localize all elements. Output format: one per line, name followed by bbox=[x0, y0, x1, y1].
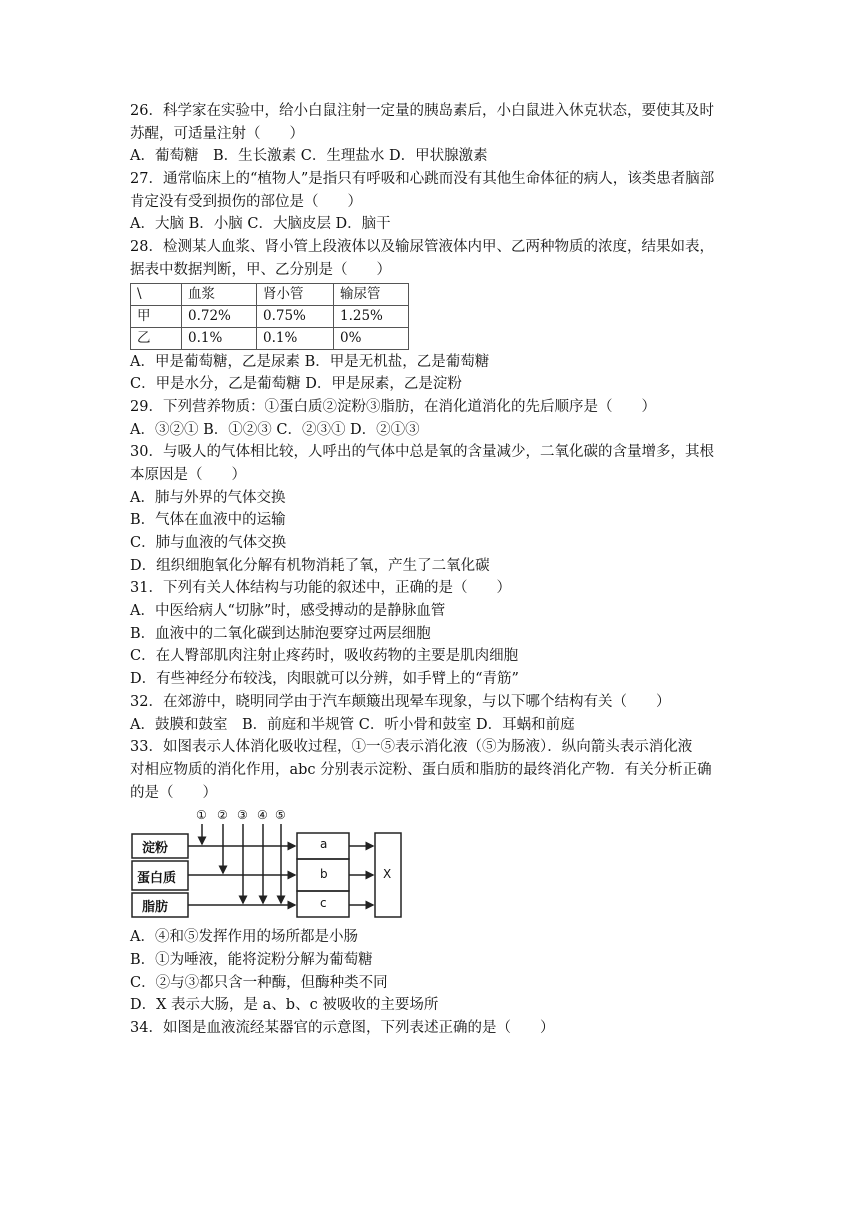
questions-28-33 bbox=[130, 351, 740, 805]
text-line: B．①为唾液，能将淀粉分解为葡萄糖 bbox=[130, 951, 373, 968]
text-line: C．②与③都只含一种酶，但酶种类不同 bbox=[130, 974, 388, 991]
table-cell: 0.72% bbox=[182, 305, 257, 327]
text-line: D．X 表示大肠，是 a、b、c 被吸收的主要场所 bbox=[130, 997, 439, 1014]
text-line: B．血液中的二氧化碳到达肺泡要穿过两层细胞 bbox=[130, 625, 431, 642]
substance-fat: 脂肪 bbox=[142, 900, 169, 916]
organ-x: X bbox=[383, 867, 392, 882]
text-line: A．③②① B．①②③ C．②③① D．②①③ bbox=[130, 421, 420, 438]
text-line: A．大脑 B．小脑 C．大脑皮层 D．脑干 bbox=[130, 216, 391, 233]
table-cell: 0.1% bbox=[257, 327, 334, 349]
text-line: 29．下列营养物质：①蛋白质②淀粉③脂肪，在消化道消化的先后顺序是（ ） bbox=[130, 398, 656, 415]
product-b: b bbox=[320, 867, 328, 882]
text-line: 28．检测某人血浆、肾小管上段液体以及输尿管液体内甲、乙两种物质的浓度，结果如表， bbox=[130, 239, 714, 256]
text-line: A．肺与外界的气体交换 bbox=[130, 489, 286, 506]
text-line: 31．下列有关人体结构与功能的叙述中，正确的是（ ） bbox=[130, 580, 511, 597]
text-line: 34．如图是血液流经某器官的示意图，下列表述正确的是（ ） bbox=[130, 1020, 555, 1036]
table-cell: 0% bbox=[334, 327, 409, 349]
concentration-table bbox=[130, 283, 409, 350]
text-line: C．甲是水分，乙是葡萄糖 D．甲是尿素，乙是淀粉 bbox=[130, 376, 462, 393]
text-line: C．在人臀部肌肉注射止疼药时，吸收药物的主要是肌肉细胞 bbox=[130, 648, 519, 665]
text-line: A．鼓膜和鼓室 B．前庭和半规管 C．听小骨和鼓室 D．耳蜗和前庭 bbox=[130, 716, 575, 733]
table-cell: 乙 bbox=[131, 327, 182, 349]
substance-starch: 淀粉 bbox=[142, 841, 169, 857]
text-line: C．肺与血液的气体交换 bbox=[130, 535, 287, 551]
text-line: 33．如图表示人体消化吸收过程，①一⑤表示消化液（⑤为肠液）．纵向箭头表示消化液 bbox=[130, 739, 693, 756]
digestive-juice-2: ② bbox=[217, 808, 228, 823]
text-line: 30．与吸人的气体相比较，人呼出的气体中总是氧的含量减少，二氧化碳的含量增多，其根 bbox=[130, 444, 714, 461]
table-cell: 血浆 bbox=[182, 283, 257, 305]
substance-protein: 蛋白质 bbox=[137, 871, 177, 887]
text-line: 27．通常临床上的“植物人”是指只有呼吸和心跳而没有其他生命体征的病人，该类患者脑部 bbox=[130, 171, 715, 188]
question-page bbox=[130, 100, 740, 1040]
text-line: D．有些神经分布较浅，肉眼就可以分辨，如手臂上的“青筋” bbox=[130, 671, 519, 688]
text-line: A．甲是葡萄糖，乙是尿素 B．甲是无机盐，乙是葡萄糖 bbox=[130, 353, 490, 370]
table-row bbox=[131, 305, 409, 327]
digestive-juice-1: ① bbox=[196, 808, 207, 823]
product-a: a bbox=[320, 837, 328, 852]
text-line: 肯定没有受到损伤的部位是（ ） bbox=[130, 193, 362, 210]
digestive-juice-4: ④ bbox=[257, 808, 268, 823]
text-line: A．葡萄糖 B．生长激素 C．生理盐水 D．甲状腺激素 bbox=[130, 148, 488, 165]
table-row bbox=[131, 327, 409, 349]
digestion-diagram bbox=[130, 810, 430, 922]
table-cell: 肾小管 bbox=[257, 283, 334, 305]
text-line: 据表中数据判断，甲、乙分别是（ ） bbox=[130, 261, 391, 278]
product-c: c bbox=[320, 896, 327, 911]
digestion-diagram-lines bbox=[130, 810, 430, 922]
digestive-juice-3: ③ bbox=[237, 808, 248, 823]
text-line: 的是（ ） bbox=[130, 784, 217, 801]
text-line: 本原因是（ ） bbox=[130, 466, 246, 483]
questions-33-34 bbox=[130, 926, 740, 1039]
table-cell: 1.25% bbox=[334, 305, 409, 327]
text-line: A．中医给病人“切脉”时，感受搏动的是静脉血管 bbox=[130, 603, 446, 620]
digestive-juice-5: ⑤ bbox=[275, 808, 286, 823]
text-line: B．气体在血液中的运输 bbox=[130, 512, 286, 529]
questions-26-28 bbox=[130, 100, 740, 282]
table-cell: 0.75% bbox=[257, 305, 334, 327]
table-cell: 甲 bbox=[131, 305, 182, 327]
text-line: A．④和⑤发挥作用的场所都是小肠 bbox=[130, 929, 358, 946]
table-cell: \ bbox=[131, 283, 182, 305]
text-line: D．组织细胞氧化分解有机物消耗了氧，产生了二氧化碳 bbox=[130, 557, 490, 574]
text-line: 32．在郊游中，晓明同学由于汽车颠簸出现晕车现象，与以下哪个结构有关（ ） bbox=[130, 693, 671, 710]
table-cell: 0.1% bbox=[182, 327, 257, 349]
text-line: 苏醒，可适量注射（ ） bbox=[130, 125, 304, 142]
table-cell: 输尿管 bbox=[334, 283, 409, 305]
text-line: 对相应物质的消化作用，abc 分别表示淀粉、蛋白质和脂肪的最终消化产物．有关分析正确 bbox=[130, 761, 712, 778]
table-header-row bbox=[131, 283, 409, 305]
text-line: 26．科学家在实验中，给小白鼠注射一定量的胰岛素后，小白鼠进入休克状态，要使其及时 bbox=[130, 103, 714, 119]
